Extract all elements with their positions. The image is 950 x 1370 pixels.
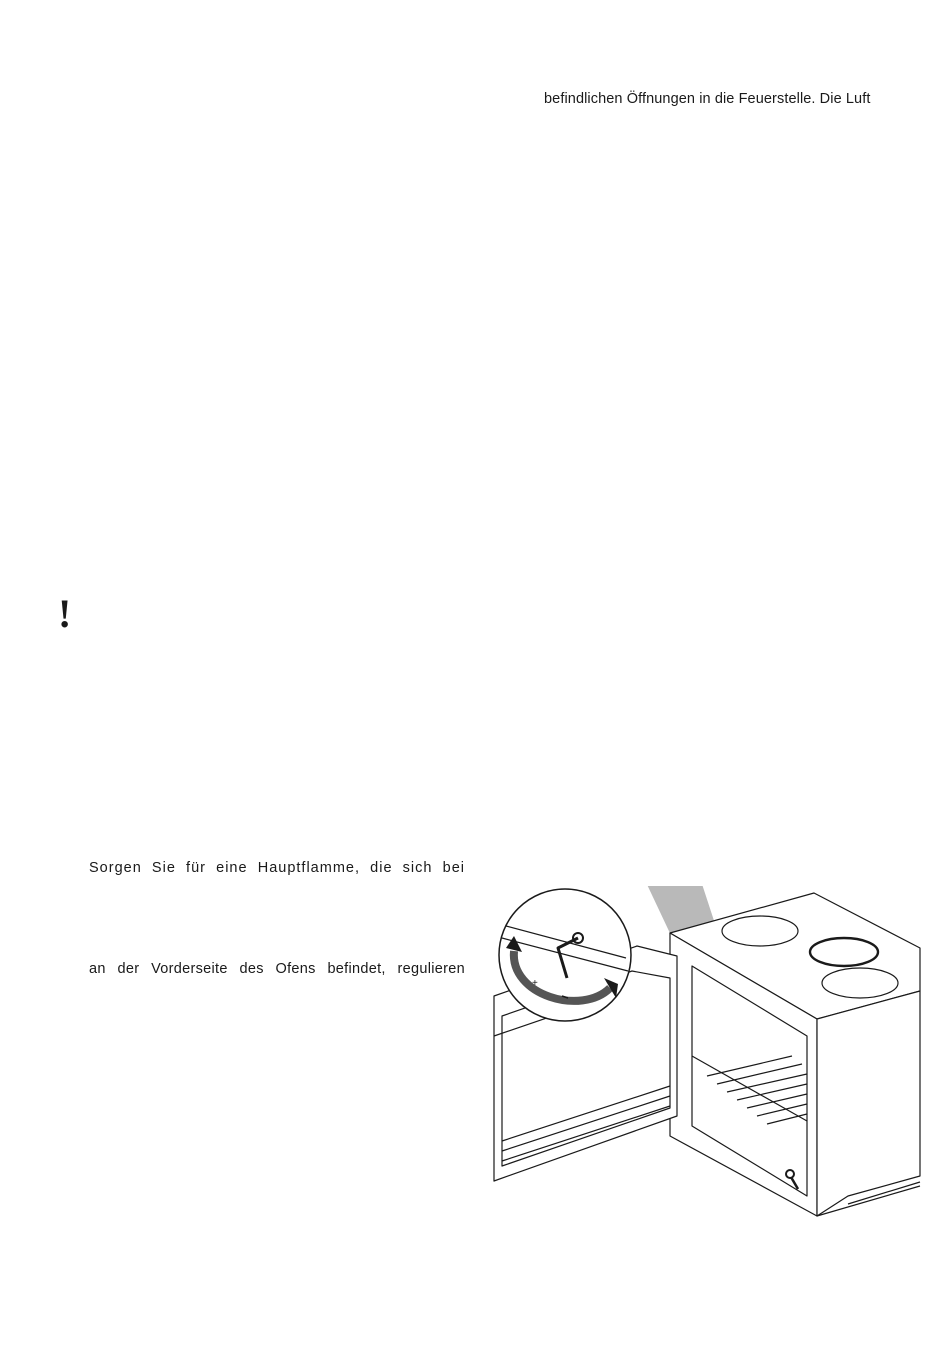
fireplace-illustration (492, 886, 922, 1226)
top-opening-right (822, 968, 898, 998)
body-text-line-top: befindlichen Öffnungen in die Feuerstelle. Die Luft (544, 91, 871, 107)
top-opening-left (722, 916, 798, 946)
body-text-line-sorgen: Sorgen Sie für eine Hauptflamme, die sich bei (89, 860, 465, 876)
stove-side-panel (817, 991, 920, 1216)
warning-exclamation-icon: ! (58, 591, 72, 636)
svg-text:+: + (532, 978, 538, 989)
top-opening-center (810, 938, 878, 966)
body-text-line-vorderseite: an der Vorderseite des Ofens befindet, regulieren (89, 961, 465, 977)
